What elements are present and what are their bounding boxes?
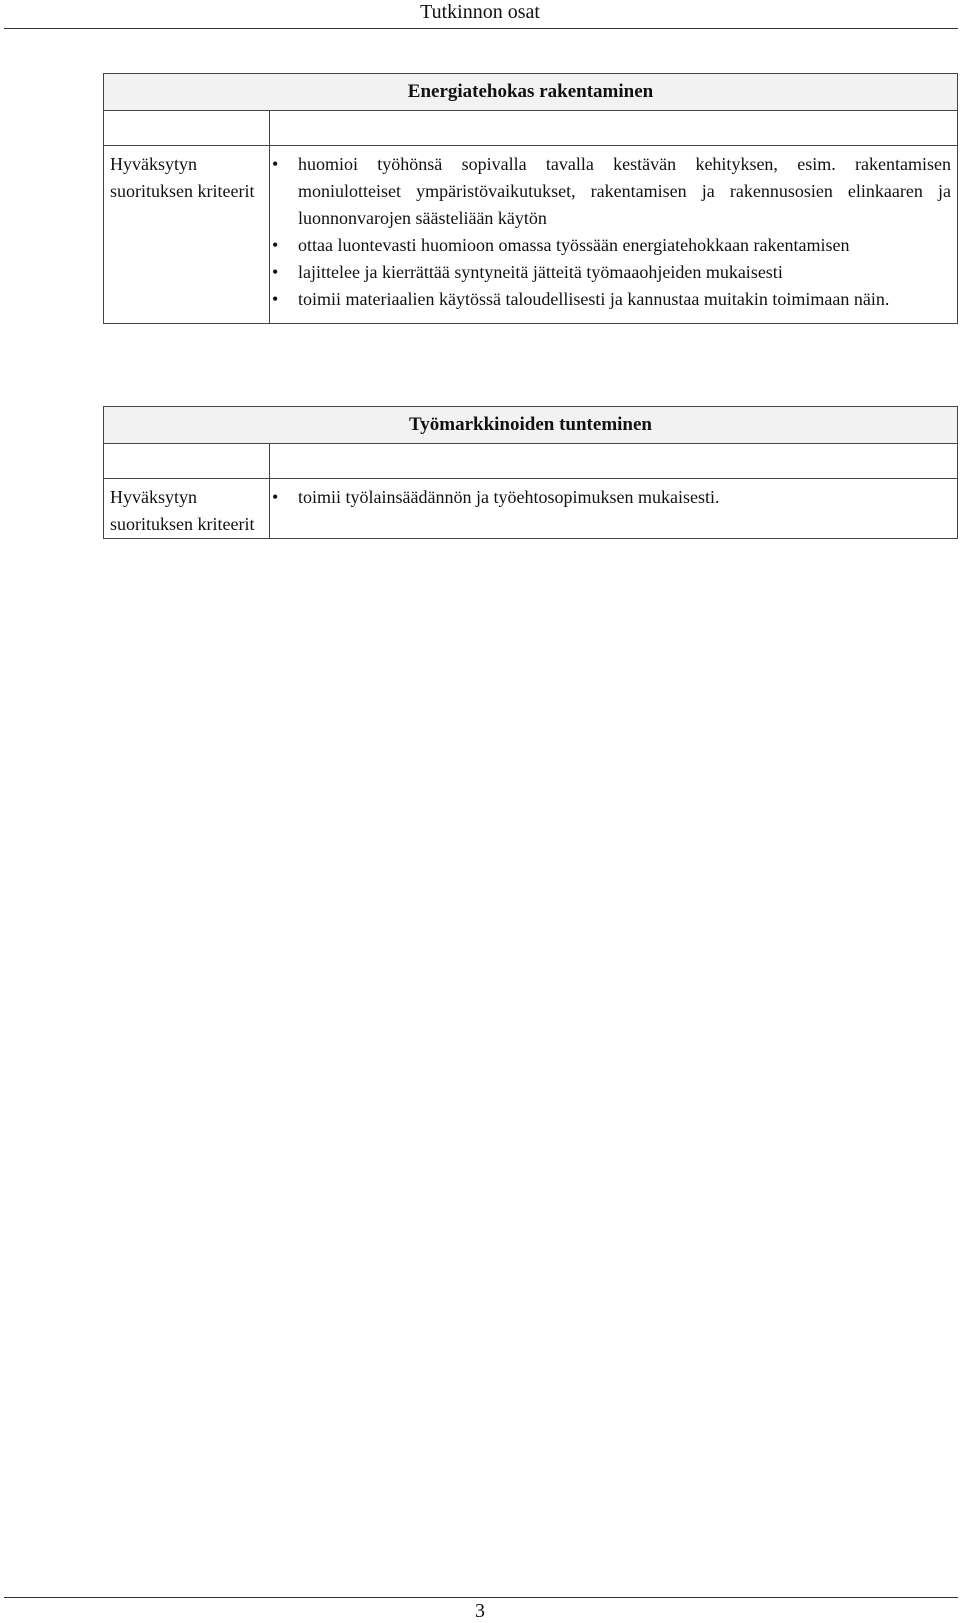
section-title: Energiatehokas rakentaminen [104,74,958,111]
list-item-text: toimii materiaalien käytössä taloudellisesti ja kannustaa muitakin toimimaan näin. [298,289,890,309]
spacer-row [104,444,958,479]
running-header: Tutkinnon osat [420,1,540,23]
list-item [270,286,951,313]
list-item-text: toimii työlainsäädännön ja työehtosopimuksen mukaisesti. [298,487,720,507]
list-item [270,484,951,511]
bullet-icon: • [272,487,279,507]
header-divider [4,28,958,29]
section-table-energiatehokas [103,73,958,324]
list-item-text: lajittelee ja kierrättää syntyneitä jätteitä työmaaohjeiden mukaisesti [298,262,783,282]
page-number: 3 [475,1600,485,1622]
criteria-list [270,484,951,511]
bullet-icon: • [272,154,279,174]
criteria-content [270,146,958,324]
list-item [270,151,951,232]
section-table-tyomarkkinat [103,406,958,539]
list-item [270,232,951,259]
footer-divider [4,1597,958,1598]
list-item [270,259,951,286]
bullet-icon: • [272,262,279,282]
spacer-row [104,111,958,146]
list-item-text: ottaa luontevasti huomioon omassa työssään energiatehokkaan rakentamisen [298,235,850,255]
section-title: Työmarkkinoiden tunteminen [104,407,958,444]
criteria-list [270,151,951,313]
criteria-label: Hyväksytyn suorituksen kriteerit [104,146,270,324]
list-item-text: huomioi työhönsä sopivalla tavalla kestävän kehityksen, esim. rakentamisen moniulotteiset ympäristövaikutukset, rakentamisen ja rakennusosien elinkaaren ja luonnonvarojen säästeliään käytön [298,154,951,228]
bullet-icon: • [272,289,279,309]
bullet-icon: • [272,235,279,255]
criteria-content [270,479,958,539]
criteria-label: Hyväksytyn suorituksen kriteerit [104,479,270,539]
